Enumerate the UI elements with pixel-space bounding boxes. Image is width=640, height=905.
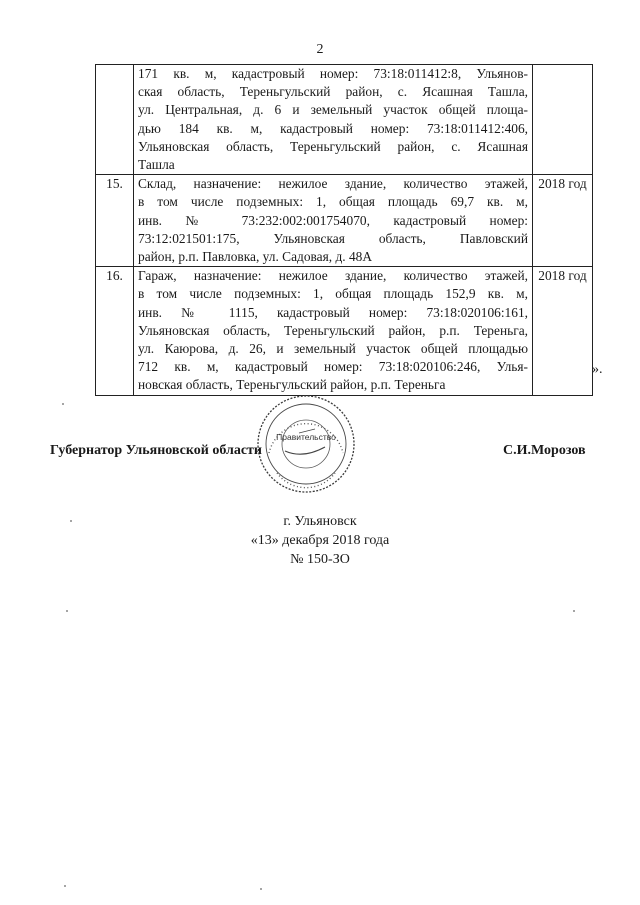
row-number: 15. (96, 175, 134, 267)
description-line: новская область, Тереньгульский район, р.п. Тереньга (138, 377, 446, 393)
description-line: инв. № 1115, кадастровый номер: 73:18:020106:161, (138, 304, 528, 320)
signing-place-date (0, 512, 640, 569)
governor-name: С.И.Морозов (503, 443, 586, 458)
description-line: дью 184 кв. м, кадастровый номер: 73:18:011412:406, (138, 120, 528, 136)
property-description (134, 267, 533, 395)
description-line: ул. Каюрова, д. 26, и земельный участок общей площадью (138, 341, 528, 357)
description-line: 73:12:021501:175, Ульяновская область, Павловский (138, 230, 528, 246)
description-line: Ульяновская область, Тереньгульский район, с. Ясашная (138, 138, 528, 154)
description-line: ул. Центральная, д. 6 и земельный участок общей площа- (138, 102, 528, 118)
description-line: Ташла (138, 157, 175, 173)
transfer-year: 2018 год (533, 175, 593, 267)
table-row (96, 175, 593, 267)
row-number (96, 65, 134, 175)
closing-quote: ». (592, 362, 603, 377)
page-number: 2 (316, 42, 324, 57)
property-description (134, 175, 533, 267)
scan-speck (260, 888, 262, 890)
description-line: 712 кв. м, кадастровый номер: 73:18:020106:246, Улья- (138, 359, 528, 375)
description-line: ская область, Тереньгульский район, с. Ясашная Ташла, (138, 84, 528, 100)
scan-speck (573, 610, 575, 612)
scan-speck (70, 520, 72, 522)
transfer-year (533, 65, 593, 175)
date: «13» декабря 2018 года (250, 533, 390, 548)
table-row (96, 267, 593, 395)
official-seal-stamp (255, 393, 357, 495)
scan-speck (64, 885, 66, 887)
description-line: Ульяновская область, Тереньгульский район, р.п. Тереньга, (138, 322, 528, 338)
stamp-text: Правительство (276, 432, 336, 442)
law-number: № 150-ЗО (290, 552, 350, 567)
description-line: в том числе подземных: 1, общая площадь 152,9 кв. м, (138, 286, 528, 302)
row-number: 16. (96, 267, 134, 395)
property-description (134, 65, 533, 175)
scan-speck (62, 403, 64, 405)
table-row (96, 65, 593, 175)
city: г. Ульяновск (283, 514, 357, 529)
description-line: 171 кв. м, кадастровый номер: 73:18:011412:8, Ульянов- (138, 66, 528, 81)
description-line: в том числе подземных: 1, общая площадь 69,7 кв. м, (138, 194, 528, 210)
description-line: район, р.п. Павловка, ул. Садовая, д. 48А (138, 249, 373, 265)
description-line: инв. № 73:232:002:001754070, кадастровый номер: (138, 212, 528, 228)
description-line: Гараж, назначение: нежилое здание, количество этажей, (138, 268, 528, 284)
property-table (95, 64, 593, 396)
description-line: Склад, назначение: нежилое здание, количество этажей, (138, 176, 528, 192)
scan-speck (66, 610, 68, 612)
governor-title: Губернатор Ульяновской области (50, 443, 262, 458)
transfer-year: 2018 год (533, 267, 593, 395)
